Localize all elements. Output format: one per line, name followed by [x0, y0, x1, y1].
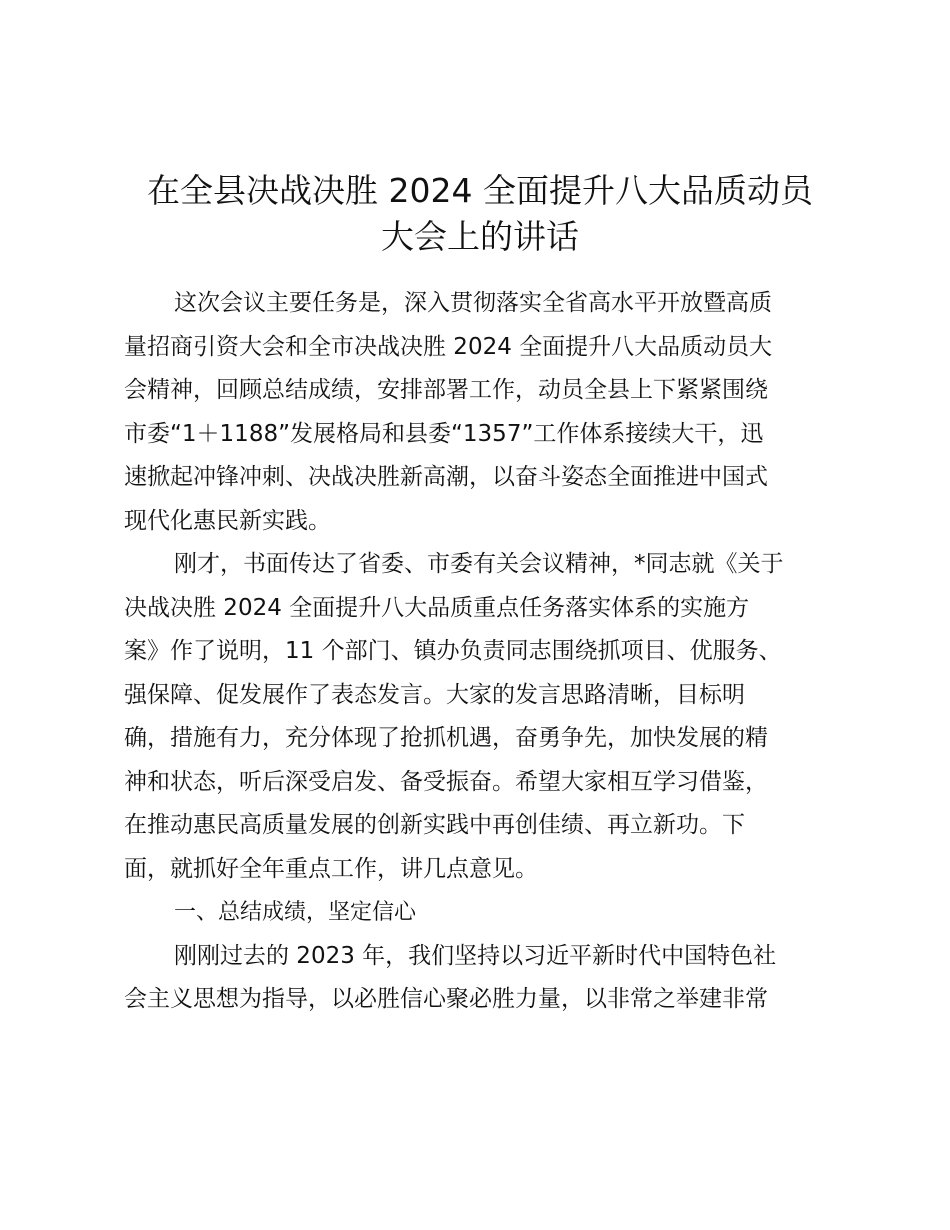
paragraph-line: 强保障、促发展作了表态发言。大家的发言思路清晰，目标明	[124, 681, 745, 708]
paragraph-line: 会精神，回顾总结成绩，安排部署工作，动员全县上下紧紧围绕	[124, 377, 768, 403]
document-body	[124, 282, 844, 1022]
title-line: 大会上的讲话	[381, 217, 579, 256]
paragraph-line: 速掀起冲锋冲刺、决战决胜新高潮，以奋斗姿态全面推进中国式	[124, 464, 768, 490]
paragraph-line: 决战决胜 2024 全面提升八大品质重点任务落实体系的实施方	[124, 594, 750, 621]
paragraph-line: 面，就抓好全年重点工作，讲几点意见。	[124, 855, 538, 882]
document-title	[120, 168, 840, 260]
paragraph-line: 这次会议主要任务是，深入贯彻落实全省高水平开放暨高质	[174, 290, 772, 316]
paragraph-line: 刚刚过去的 2023 年，我们坚持以习近平新时代中国特色社	[174, 942, 777, 969]
paragraph-line: 刚才，书面传达了省委、市委有关会议精神，*同志就《关于	[174, 551, 784, 577]
section-heading: 一、总结成绩，坚定信心	[174, 900, 417, 925]
paragraph-line: 在推动惠民高质量发展的创新实践中再创佳绩、再立新功。下	[124, 812, 745, 838]
title-line: 在全县决战决胜 2024 全面提升八大品质动员	[147, 171, 813, 210]
paragraph-line: 现代化惠民新实践。	[124, 507, 331, 534]
paragraph-line: 案》作了说明，11 个部门、镇办负责同志围绕抓项目、优服务、	[124, 638, 782, 664]
paragraph-line: 会主义思想为指导，以必胜信心聚必胜力量，以非常之举建非常	[124, 986, 768, 1012]
paragraph-line: 确，措施有力，充分体现了抢抓机遇，奋勇争先，加快发展的精	[124, 725, 768, 751]
paragraph-line: 神和状态，听后深受启发、备受振奋。希望大家相互学习借鉴，	[124, 768, 768, 795]
paragraph-line: 市委“1＋1188”发展格局和县委“1357”工作体系接续大干，迅	[124, 420, 764, 447]
paragraph-line: 量招商引资大会和全市决战决胜 2024 全面提升八大品质动员大	[124, 333, 773, 360]
